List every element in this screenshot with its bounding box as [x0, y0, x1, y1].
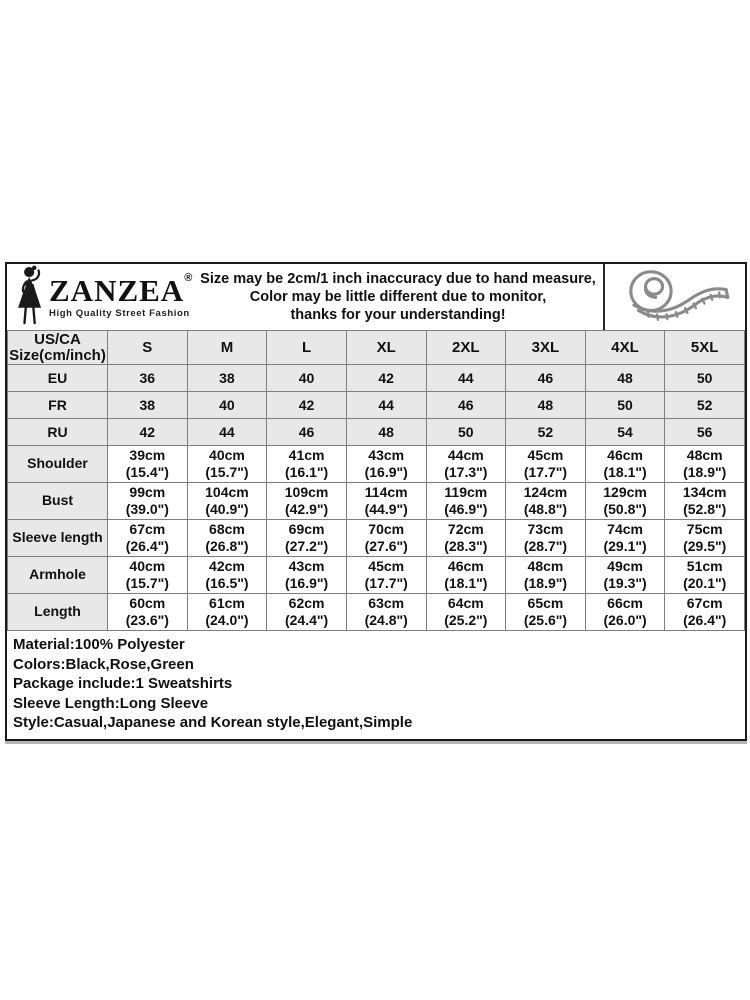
cell: 51cm (20.1"): [665, 557, 745, 594]
row-label: EU: [8, 365, 108, 392]
cell: 114cm (44.9"): [346, 483, 426, 520]
cell: 134cm (52.8"): [665, 483, 745, 520]
cell: 69cm (27.2"): [267, 520, 347, 557]
row-label: Armhole: [8, 557, 108, 594]
cell: 40: [267, 365, 347, 392]
tape-icon-cell: [603, 264, 745, 330]
cell: 48: [346, 419, 426, 446]
cell: 42: [108, 419, 188, 446]
header-band: [7, 264, 745, 330]
cell: 56: [665, 419, 745, 446]
cell: 45cm (17.7"): [346, 557, 426, 594]
cell: 70cm (27.6"): [346, 520, 426, 557]
cell: 49cm (19.3"): [585, 557, 665, 594]
cell: 50: [665, 365, 745, 392]
info-style: Style:Casual,Japanese and Korean style,Elegant,Simple: [13, 714, 413, 731]
cell: 38: [108, 392, 188, 419]
size-unit-header: [8, 331, 108, 365]
size-col-l: L: [267, 331, 347, 365]
info-package: Package include:1 Sweatshirts: [13, 675, 233, 692]
notice-line-2: Color may be little different due to monitor,: [249, 289, 547, 305]
row-label: Bust: [8, 483, 108, 520]
size-col-5xl: 5XL: [665, 331, 745, 365]
measurement-notice: [193, 264, 603, 330]
size-table: [7, 330, 745, 631]
brand-name: [49, 273, 193, 308]
cell: 42: [346, 365, 426, 392]
cell: 46: [506, 365, 586, 392]
info-colors: Colors:Black,Rose,Green: [13, 655, 194, 673]
cell: 40: [187, 392, 267, 419]
cell: 119cm (46.9"): [426, 483, 506, 520]
cell: 67cm (26.4"): [108, 520, 188, 557]
table-row-fr: [8, 392, 745, 419]
cell: 72cm (28.3"): [426, 520, 506, 557]
cell: 61cm (24.0"): [187, 594, 267, 631]
cell: 43cm (16.9"): [346, 446, 426, 483]
cell: 124cm (48.8"): [506, 483, 586, 520]
cell: 42: [267, 392, 347, 419]
brand-tagline: High Quality Street Fashion: [49, 308, 190, 320]
row-label: Sleeve length: [8, 520, 108, 557]
cell: 44cm (17.3"): [426, 446, 506, 483]
cell: 52: [665, 392, 745, 419]
size-col-3xl: 3XL: [506, 331, 586, 365]
info-sleeve-length: Sleeve Length:Long Sleeve: [13, 694, 209, 712]
cell: 50: [585, 392, 665, 419]
size-chart: [5, 262, 747, 741]
table-row-shoulder: [8, 446, 745, 483]
brand-logo: [7, 264, 193, 330]
notice-line-1: Size may be 2cm/1 inch inaccuracy due to hand measure,: [200, 271, 596, 287]
cell: 73cm (28.7"): [506, 520, 586, 557]
row-label: Shoulder: [8, 446, 108, 483]
header-label-line2: Size(cm/inch): [9, 346, 106, 364]
cell: 99cm (39.0"): [108, 483, 188, 520]
info-material: Material:100% Polyester: [13, 636, 185, 653]
cell: 44: [426, 365, 506, 392]
cell: 48cm (18.9"): [506, 557, 586, 594]
row-label: RU: [8, 419, 108, 446]
cell: 109cm (42.9"): [267, 483, 347, 520]
cell: 41cm (16.1"): [267, 446, 347, 483]
table-row-bust: [8, 483, 745, 520]
table-row-ru: [8, 419, 745, 446]
notice-line-3: thanks for your understanding!: [290, 307, 506, 323]
row-label: FR: [8, 392, 108, 419]
cell: 64cm (25.2"): [426, 594, 506, 631]
woman-silhouette-icon: [13, 265, 47, 330]
cell: 48cm (18.9"): [665, 446, 745, 483]
brand-wordmark: ZANZEA: [49, 273, 185, 309]
cell: 36: [108, 365, 188, 392]
cell: 74cm (29.1"): [585, 520, 665, 557]
size-col-m: M: [187, 331, 267, 365]
cell: 38: [187, 365, 267, 392]
cell: 46: [426, 392, 506, 419]
table-header-row: [8, 331, 745, 365]
size-col-s: S: [108, 331, 188, 365]
cell: 62cm (24.4"): [267, 594, 347, 631]
cell: 48: [585, 365, 665, 392]
size-col-4xl: 4XL: [585, 331, 665, 365]
cell: 39cm (15.4"): [108, 446, 188, 483]
cell: 52: [506, 419, 586, 446]
cell: 68cm (26.8"): [187, 520, 267, 557]
cell: 48: [506, 392, 586, 419]
cell: 40cm (15.7"): [108, 557, 188, 594]
table-row-eu: [8, 365, 745, 392]
header-label-line1: US/CA: [34, 330, 81, 348]
cell: 60cm (23.6"): [108, 594, 188, 631]
measuring-tape-icon: [611, 264, 739, 331]
cell: 50: [426, 419, 506, 446]
table-row-sleeve-length: [8, 520, 745, 557]
cell: 75cm (29.5"): [665, 520, 745, 557]
cell: 63cm (24.8"): [346, 594, 426, 631]
cell: 46: [267, 419, 347, 446]
cell: 45cm (17.7"): [506, 446, 586, 483]
cell: 129cm (50.8"): [585, 483, 665, 520]
cell: 46cm (18.1"): [585, 446, 665, 483]
table-row-armhole: [8, 557, 745, 594]
cell: 44: [187, 419, 267, 446]
cell: 46cm (18.1"): [426, 557, 506, 594]
size-col-2xl: 2XL: [426, 331, 506, 365]
registered-mark: ®: [184, 272, 194, 285]
cell: 104cm (40.9"): [187, 483, 267, 520]
cell: 44: [346, 392, 426, 419]
cell: 54: [585, 419, 665, 446]
size-col-xl: XL: [346, 331, 426, 365]
row-label: Length: [8, 594, 108, 631]
cell: 42cm (16.5"): [187, 557, 267, 594]
cell: 67cm (26.4"): [665, 594, 745, 631]
cell: 65cm (25.6"): [506, 594, 586, 631]
cell: 66cm (26.0"): [585, 594, 665, 631]
product-info: [7, 631, 745, 739]
cell: 43cm (16.9"): [267, 557, 347, 594]
table-row-length: [8, 594, 745, 631]
cell: 40cm (15.7"): [187, 446, 267, 483]
